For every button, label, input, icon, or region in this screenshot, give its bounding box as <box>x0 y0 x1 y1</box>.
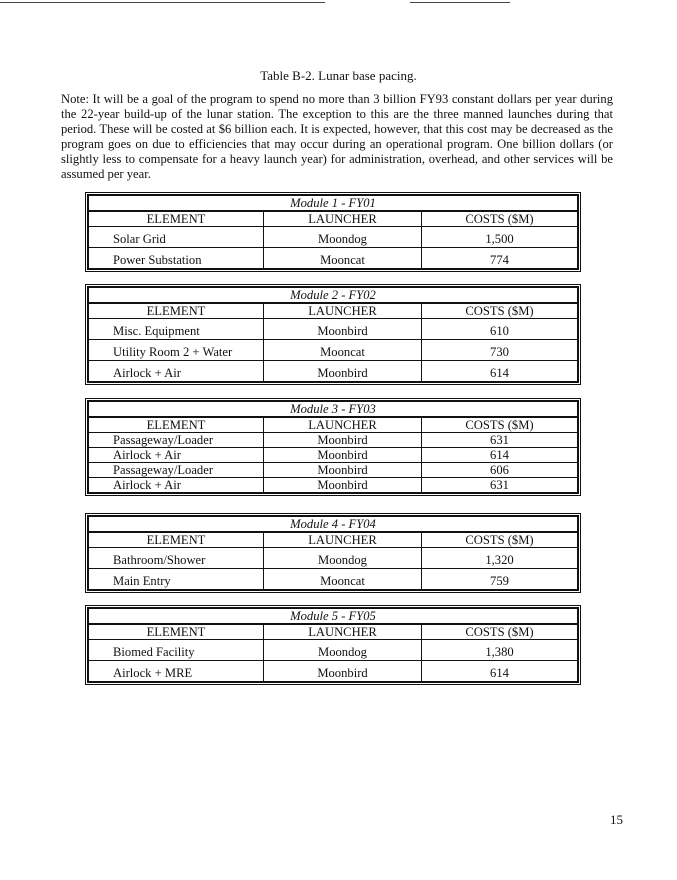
header-element: ELEMENT <box>89 532 264 548</box>
cost-cell: 610 <box>422 319 578 340</box>
note-paragraph: Note: It will be a goal of the program to spend no more than 3 billion FY93 constant dollars per year during the 22-year build-up of the lunar station. The exception to this are the three manned launches during that period. These will be costed at $6 billion each. It is expected, however, that this cost may be decreased as the program goes on due to efficiencies that may occur during an operational program. One billion dollars (or slightly less to compensate for a heavy launch year) for administration, overhead, and other services will be assumed per year. <box>61 92 613 181</box>
element-cell: Passageway/Loader <box>89 463 264 478</box>
table-row <box>89 227 578 248</box>
table-row <box>89 248 578 269</box>
module-title: Module 5 - FY05 <box>89 609 578 625</box>
launcher-cell: Moonbird <box>264 478 422 493</box>
cost-cell: 606 <box>422 463 578 478</box>
cost-cell: 614 <box>422 361 578 382</box>
element-cell: Airlock + Air <box>89 448 264 463</box>
header-element: ELEMENT <box>89 624 264 640</box>
cost-cell: 730 <box>422 340 578 361</box>
cost-cell: 1,320 <box>422 548 578 569</box>
header-element: ELEMENT <box>89 303 264 319</box>
launcher-cell: Moonbird <box>264 319 422 340</box>
module-table-2 <box>85 284 581 385</box>
cost-cell: 614 <box>422 448 578 463</box>
module-title: Module 4 - FY04 <box>89 517 578 533</box>
module-title: Module 1 - FY01 <box>89 196 578 212</box>
table-row <box>89 478 578 493</box>
launcher-cell: Moonbird <box>264 448 422 463</box>
element-cell: Biomed Facility <box>89 640 264 661</box>
module-table-5 <box>85 605 581 685</box>
table-row <box>89 433 578 448</box>
module-title: Module 3 - FY03 <box>89 402 578 418</box>
top-rule-right <box>410 2 510 3</box>
header-element: ELEMENT <box>89 211 264 227</box>
element-cell: Airlock + MRE <box>89 661 264 682</box>
module-title: Module 2 - FY02 <box>89 288 578 304</box>
element-cell: Passageway/Loader <box>89 433 264 448</box>
element-cell: Airlock + Air <box>89 478 264 493</box>
launcher-cell: Moonbird <box>264 433 422 448</box>
header-launcher: LAUNCHER <box>264 303 422 319</box>
header-launcher: LAUNCHER <box>264 624 422 640</box>
header-costs: COSTS ($M) <box>422 624 578 640</box>
header-costs: COSTS ($M) <box>422 303 578 319</box>
table-row <box>89 569 578 590</box>
table-row <box>89 448 578 463</box>
launcher-cell: Mooncat <box>264 340 422 361</box>
cost-cell: 631 <box>422 433 578 448</box>
launcher-cell: Mooncat <box>264 569 422 590</box>
header-launcher: LAUNCHER <box>264 417 422 433</box>
cost-cell: 774 <box>422 248 578 269</box>
element-cell: Bathroom/Shower <box>89 548 264 569</box>
launcher-cell: Moondog <box>264 227 422 248</box>
header-launcher: LAUNCHER <box>264 211 422 227</box>
launcher-cell: Moondog <box>264 548 422 569</box>
table-row <box>89 340 578 361</box>
element-cell: Airlock + Air <box>89 361 264 382</box>
element-cell: Main Entry <box>89 569 264 590</box>
table-row <box>89 361 578 382</box>
element-cell: Utility Room 2 + Water <box>89 340 264 361</box>
cost-cell: 614 <box>422 661 578 682</box>
table-row <box>89 319 578 340</box>
header-costs: COSTS ($M) <box>422 417 578 433</box>
page-number: 15 <box>610 812 623 827</box>
cost-cell: 759 <box>422 569 578 590</box>
top-rule-left <box>0 2 325 3</box>
table-row <box>89 640 578 661</box>
module-table-4 <box>85 513 581 593</box>
header-launcher: LAUNCHER <box>264 532 422 548</box>
header-element: ELEMENT <box>89 417 264 433</box>
table-caption: Table B-2. Lunar base pacing. <box>260 68 417 83</box>
launcher-cell: Moondog <box>264 640 422 661</box>
cost-cell: 1,380 <box>422 640 578 661</box>
launcher-cell: Moonbird <box>264 463 422 478</box>
header-costs: COSTS ($M) <box>422 211 578 227</box>
header-costs: COSTS ($M) <box>422 532 578 548</box>
element-cell: Power Substation <box>89 248 264 269</box>
launcher-cell: Moonbird <box>264 661 422 682</box>
element-cell: Misc. Equipment <box>89 319 264 340</box>
launcher-cell: Moonbird <box>264 361 422 382</box>
element-cell: Solar Grid <box>89 227 264 248</box>
cost-cell: 1,500 <box>422 227 578 248</box>
table-row <box>89 661 578 682</box>
module-table-3 <box>85 398 581 496</box>
module-table-1 <box>85 192 581 272</box>
cost-cell: 631 <box>422 478 578 493</box>
table-row <box>89 548 578 569</box>
launcher-cell: Mooncat <box>264 248 422 269</box>
table-row <box>89 463 578 478</box>
